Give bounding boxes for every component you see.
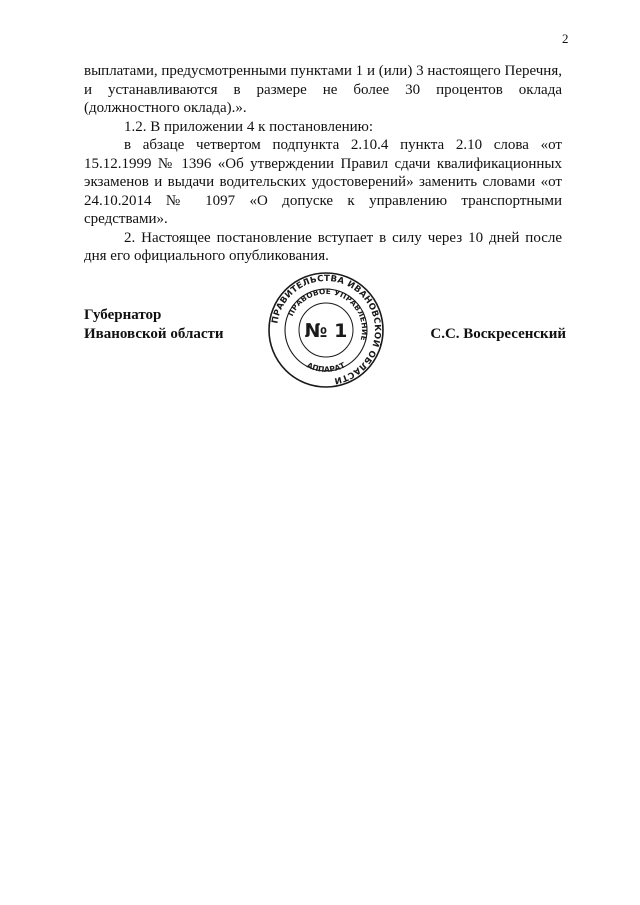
svg-text:АППАРАТ: АППАРАТ <box>305 360 347 375</box>
stamp-seal-graphic <box>266 270 386 390</box>
page-number: 2 <box>562 31 569 46</box>
svg-text:№ 1: № 1 <box>304 320 348 342</box>
signer-name: С.С. Воскресенский <box>430 326 566 342</box>
paragraph-continuation: выплатами, предусмотренными пунктами 1 и (или) 3 настоящего Перечня, и устанавливаются в размере не более 30 процентов оклада (должностного оклада).». <box>84 63 562 116</box>
svg-text:ПРАВОВОЕ УПРАВЛЕНИЕ: ПРАВОВОЕ УПРАВЛЕНИЕ <box>286 286 370 342</box>
signer-title <box>84 306 224 344</box>
svg-text:ПРАВИТЕЛЬСТВА ИВАНОВСКОЙ ОБЛАС: ПРАВИТЕЛЬСТВА ИВАНОВСКОЙ ОБЛАСТИ <box>270 273 383 386</box>
signer-title-line2: Ивановской области <box>84 326 224 342</box>
document-body <box>84 62 562 266</box>
official-stamp <box>266 270 386 390</box>
paragraph-effective-date: 2. Настоящее постановление вступает в силу через 10 дней после дня его официального опубликования. <box>84 229 562 264</box>
signer-title-line1: Губернатор <box>84 307 162 323</box>
paragraph-amendment: в абзаце четвертом подпункта 2.10.4 пункта 2.10 слова «от 15.12.1999 № 1396 «Об утверждении Правил сдачи квалификационных экзаменов и выдачи водительских удостоверений» заменить словами «от 24.10.2014 № 1097 «О допуске к управлению транспортными средствами». <box>84 137 562 227</box>
paragraph-clause-1-2: 1.2. В приложении 4 к постановлению: <box>124 118 374 135</box>
